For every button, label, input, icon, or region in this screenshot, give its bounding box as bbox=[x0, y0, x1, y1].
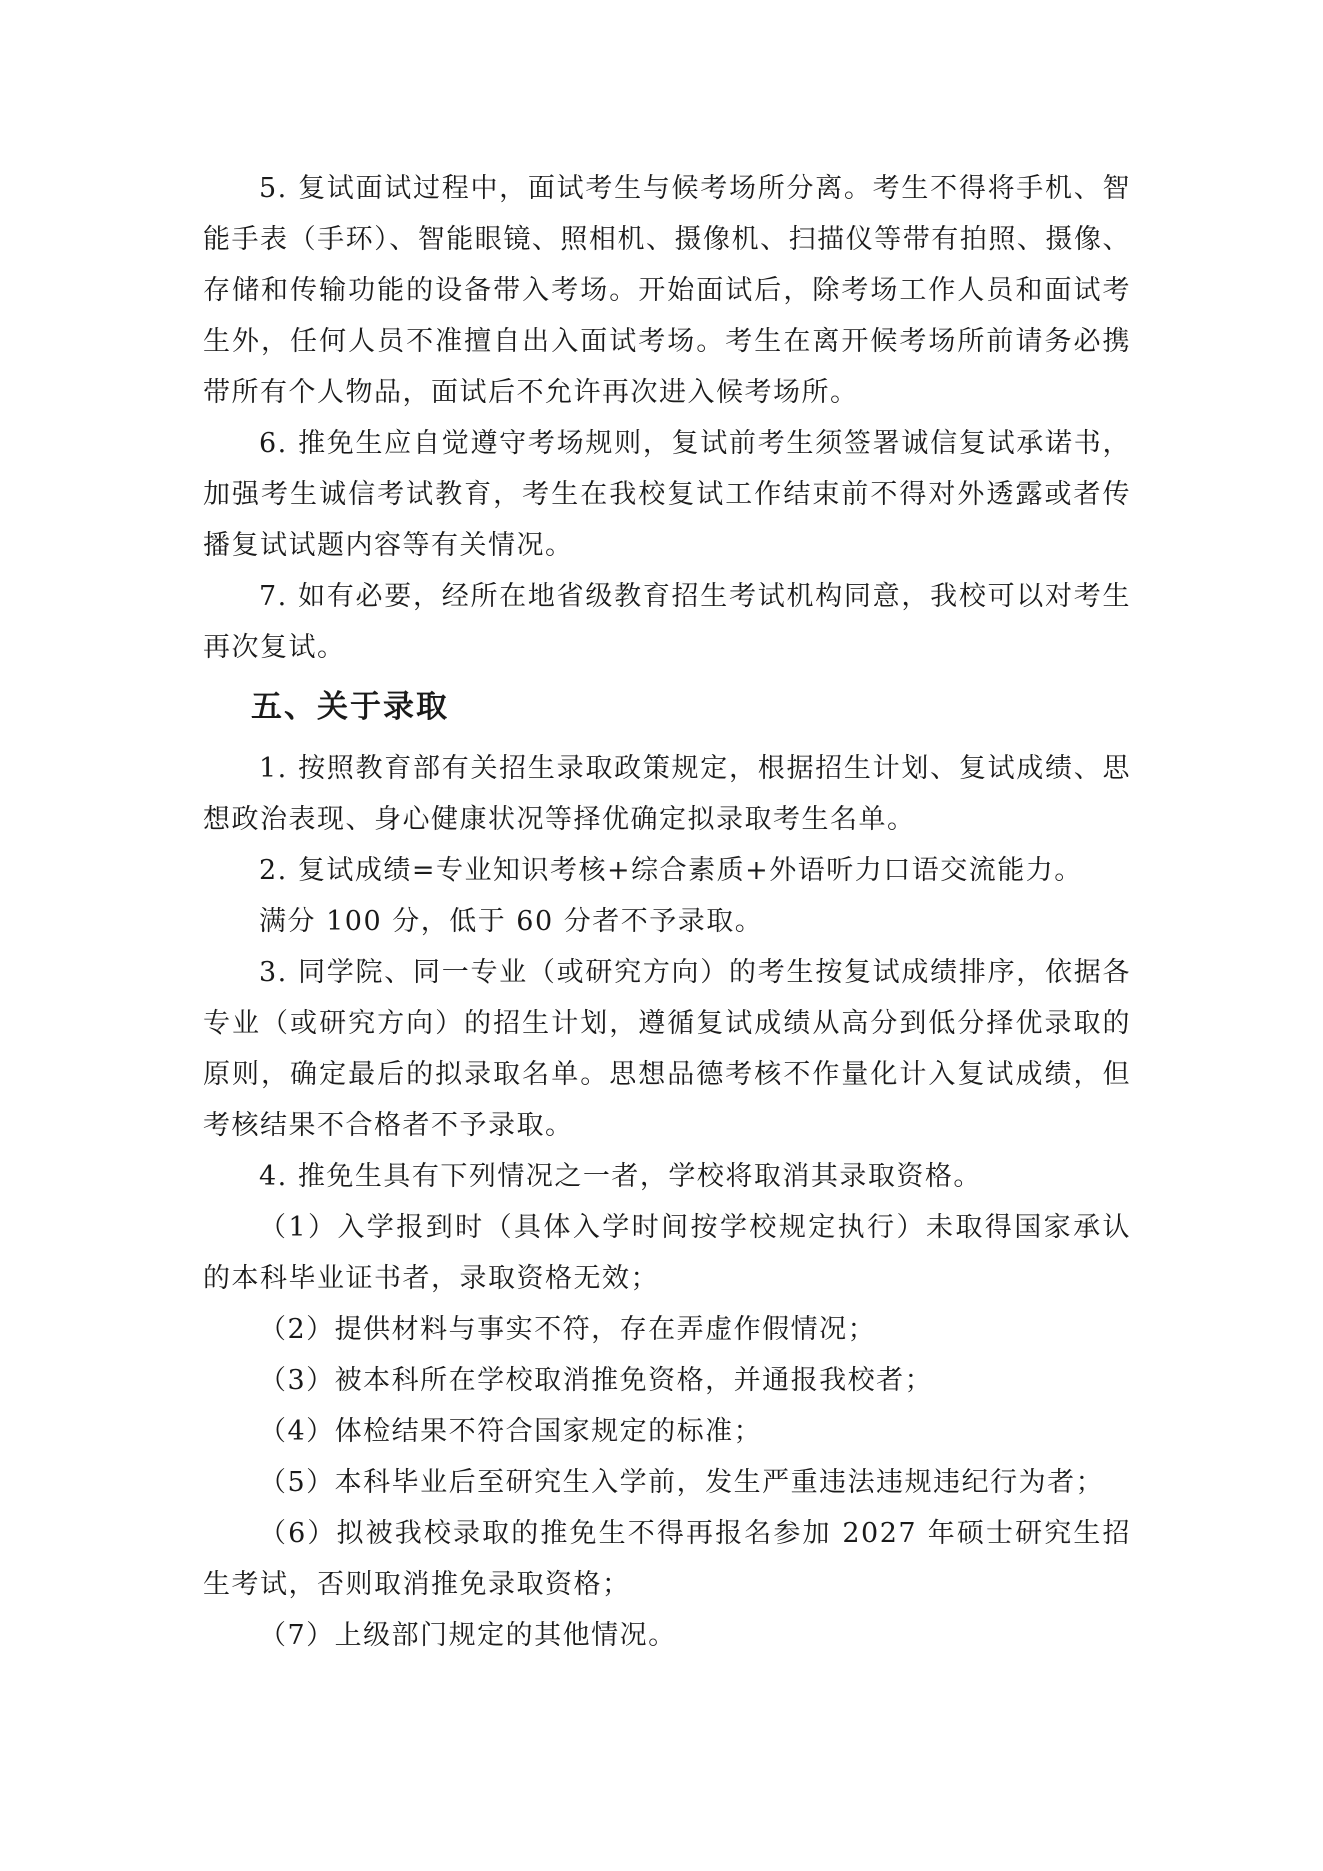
paragraph-full-score: 满分 100 分，低于 60 分者不予录取。 bbox=[259, 906, 764, 937]
list-item-2: （2）提供材料与事实不符，存在弄虚作假情况； bbox=[259, 1314, 877, 1345]
paragraph-admission-policy: 1. 按照教育部有关招生录取政策规定，根据招生计划、复试成绩、思想政治表现、身心健康状况等择优确定拟录取考生名单。 bbox=[203, 753, 1131, 835]
list-item-7: （7）上级部门规定的其他情况。 bbox=[259, 1620, 677, 1651]
list-item-1: （1）入学报到时（具体入学时间按学校规定执行）未取得国家承认的本科毕业证书者，录取资格无效； bbox=[203, 1212, 1131, 1294]
list-item-5: （5）本科毕业后至研究生入学前，发生严重违法违规违纪行为者； bbox=[259, 1467, 1105, 1498]
paragraph-re-examination: 7. 如有必要，经所在地省级教育招生考试机构同意，我校可以对考生再次复试。 bbox=[203, 581, 1131, 663]
section-heading-admission: 五、关于录取 bbox=[251, 689, 449, 725]
list-item-6: （6）拟被我校录取的推免生不得再报名参加 2027 年硕士研究生招生考试，否则取消推免录取资格； bbox=[203, 1518, 1131, 1600]
paragraph-score-formula: 2. 复试成绩=专业知识考核+综合素质+外语听力口语交流能力。 bbox=[259, 855, 1083, 886]
paragraph-ranking-rule: 3. 同学院、同一专业（或研究方向）的考生按复试成绩排序，依据各专业（或研究方向）的招生计划，遵循复试成绩从高分到低分择优录取的原则，确定最后的拟录取名单。思想品德考核不作量化计入复试成绩，但考核结果不合格者不予录取。 bbox=[203, 957, 1131, 1141]
paragraph-exam-interview-separation: 5. 复试面试过程中，面试考生与候考场所分离。考生不得将手机、智能手表（手环）、智能眼镜、照相机、摄像机、扫描仪等带有拍照、摄像、存储和传输功能的设备带入考场。开始面试后，除考场工作人员和面试考生外，任何人员不准擅自出入面试考场。考生在离开候考场所前请务必携带所有个人物品，面试后不允许再次进入候考场所。 bbox=[203, 173, 1131, 408]
document-body bbox=[203, 163, 1131, 1661]
list-item-3: （3）被本科所在学校取消推免资格，并通报我校者； bbox=[259, 1365, 934, 1396]
paragraph-disqualification-intro: 4. 推免生具有下列情况之一者，学校将取消其录取资格。 bbox=[259, 1161, 982, 1192]
list-item-4: （4）体检结果不符合国家规定的标准； bbox=[259, 1416, 763, 1447]
paragraph-honesty-commitment: 6. 推免生应自觉遵守考场规则，复试前考生须签署诚信复试承诺书，加强考生诚信考试教育，考生在我校复试工作结束前不得对外透露或者传播复试试题内容等有关情况。 bbox=[203, 428, 1131, 561]
